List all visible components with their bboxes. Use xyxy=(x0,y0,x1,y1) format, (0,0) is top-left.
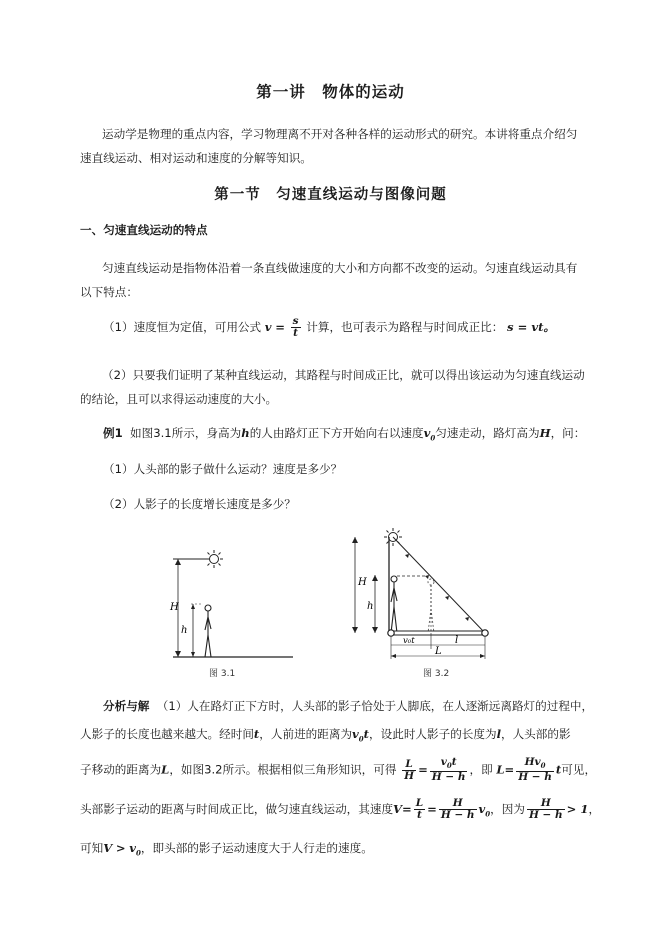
item2-line-1: （2）只要我们证明了某种直线运动，其路程与时间成正比，就可以得出该运动为匀速直线运动 xyxy=(102,368,585,382)
example-text-d: ，问： xyxy=(550,426,586,440)
analysis-text-4a: 头部影子运动的距离与时间成正比，做匀速直线运动，其速度 xyxy=(80,802,394,816)
fig2-label-H: H xyxy=(358,577,367,588)
analysis-label: 分析与解 xyxy=(103,699,150,713)
item-2 xyxy=(80,363,600,411)
analysis-text-5a: 可知 xyxy=(80,841,104,855)
fig1-caption: 图 3.1 xyxy=(209,669,236,679)
fig1-label-h: h xyxy=(181,625,188,636)
intro-paragraph xyxy=(80,122,600,170)
intro-line-2: 速直线运动、相对运动和速度的分解等知识。 xyxy=(80,151,312,165)
question-2: （2）人影子的长度增长速度是多少？ xyxy=(103,497,296,511)
example-text-c: 匀速走动，路灯高为 xyxy=(435,426,540,440)
question-1: （1）人头部的影子做什么运动？速度是多少？ xyxy=(103,462,343,476)
analysis-line-4: 头部影子运动的距离与时间成正比，做匀速直线运动，其速度V= $\frac{L}{t}$ = $\frac{H}{H - h}$ $v_0$，因为 $\frac{H}{H - h}$ > 1， xyxy=(80,797,601,821)
fig2-label-v0t: v₀t xyxy=(403,636,415,646)
analysis-text-3b: ，如图3.2所示。根据相似三角形知识，可得 xyxy=(169,762,397,777)
var-l: l xyxy=(496,727,501,741)
analysis-text-4c: ， xyxy=(588,802,601,816)
analysis-text-2a: 人影子的长度也越来越大。经时间 xyxy=(80,727,254,741)
example-1 xyxy=(103,421,585,450)
fig2-label-L: L xyxy=(435,646,442,657)
analysis-text-2d: ，人头部的影 xyxy=(500,727,571,741)
formula-svt: s = vt。 xyxy=(507,320,556,334)
var-L: L xyxy=(161,762,170,777)
subsection-title: 一、匀速直线运动的特点 xyxy=(80,223,208,237)
item-1 xyxy=(103,315,555,339)
person-figure-icon xyxy=(205,605,211,657)
analysis-line-3: 子移动的距离为L，如图3.2所示。根据相似三角形知识，可得 $\frac{L}{H}$ = $\frac{v_0t}{H - h}$ ，即 L= $\frac{Hv_0}{H - h}$ t可见， xyxy=(80,756,597,784)
var-v0t: $v_0t$ xyxy=(352,727,370,744)
example-label: 例1 xyxy=(103,426,123,440)
item1-text-a: （1）速度恒为定值，可用公式 xyxy=(103,320,262,334)
analysis-text-2b: ，人前进的距离为 xyxy=(259,727,353,741)
analysis-text-2c: ，设此时人影子的长度为 xyxy=(369,727,497,741)
fraction-H-over-H-minus-h-2: $\frac{H}{H - h}$ xyxy=(528,797,563,821)
fraction-s-over-t: $\frac{s}{t}$ xyxy=(292,315,299,339)
var-t: t xyxy=(253,727,260,741)
fig1-label-H: H xyxy=(170,602,179,613)
equals: = xyxy=(275,320,285,334)
para-line-2: 以下特点： xyxy=(80,285,138,299)
var-v0: $v_0$ xyxy=(423,426,436,443)
para-line-1: 匀速直线运动是指物体沿着一条直线做速度的大小和方向都不改变的运动。匀速直线运动具有 xyxy=(102,261,578,275)
analysis-line-1 xyxy=(103,694,593,718)
var-h: h xyxy=(241,426,250,440)
analysis-text-1: （1）人在路灯正下方时，人头部的影子恰处于人脚底，在人逐渐远离路灯的过程中， xyxy=(156,699,594,713)
analysis-line-5: 可知$V > v_0$，即头部的影子运动速度大于人行走的速度。 xyxy=(80,841,373,858)
analysis-text-3c: ，即 xyxy=(469,762,493,777)
ground-strip xyxy=(391,631,485,635)
example-text-b: 的人由路灯正下方开始向右以速度 xyxy=(249,426,424,440)
analysis-text-4b: ，因为 xyxy=(490,802,525,816)
analysis-text-3d: 可见， xyxy=(561,762,597,777)
fraction-Hv0-over-H-minus-h: $\frac{Hv_0}{H - h}$ xyxy=(518,756,552,784)
person-figure-icon xyxy=(391,576,397,633)
fraction-H-over-H-minus-h: $\frac{H}{H - h}$ xyxy=(440,797,475,821)
item1-text-b: 计算，也可表示为路程与时间成正比： xyxy=(306,320,504,334)
fraction-L-over-t: $\frac{L}{t}$ xyxy=(415,797,424,821)
figure-3-1 xyxy=(165,545,300,680)
fig2-label-l: l xyxy=(455,635,459,646)
example-text-a: 如图3.1所示，身高为 xyxy=(130,426,242,440)
var-v: v xyxy=(264,320,272,334)
analysis-text-3a: 子移动的距离为 xyxy=(80,762,162,777)
figure-3-2 xyxy=(345,525,505,685)
fig2-caption: 图 3.2 xyxy=(423,669,450,679)
analysis-text-5b: ，即头部的影子运动速度大于人行走的速度。 xyxy=(140,841,373,855)
fraction-L-over-H: $\frac{L}{H}$ xyxy=(404,757,415,782)
intro-line-1: 运动学是物理的重点内容，学习物理离不开对各种各样的运动形式的研究。本讲将重点介绍匀 xyxy=(102,127,578,141)
fig2-label-h: h xyxy=(367,601,374,612)
item2-line-2: 的结论，且可以求得运动速度的大小。 xyxy=(80,392,278,406)
section-title: 第一节 匀速直线运动与图像问题 xyxy=(214,187,447,203)
paragraph-uniform-motion xyxy=(80,256,600,304)
var-H: H xyxy=(539,426,551,440)
page-title: 第一讲 物体的运动 xyxy=(256,83,405,101)
lamp-sun-icon xyxy=(205,550,223,568)
analysis-line-2 xyxy=(80,722,571,751)
fraction-v0t-over-H-minus-h: $\frac{v_0t}{H - h}$ xyxy=(431,756,466,784)
